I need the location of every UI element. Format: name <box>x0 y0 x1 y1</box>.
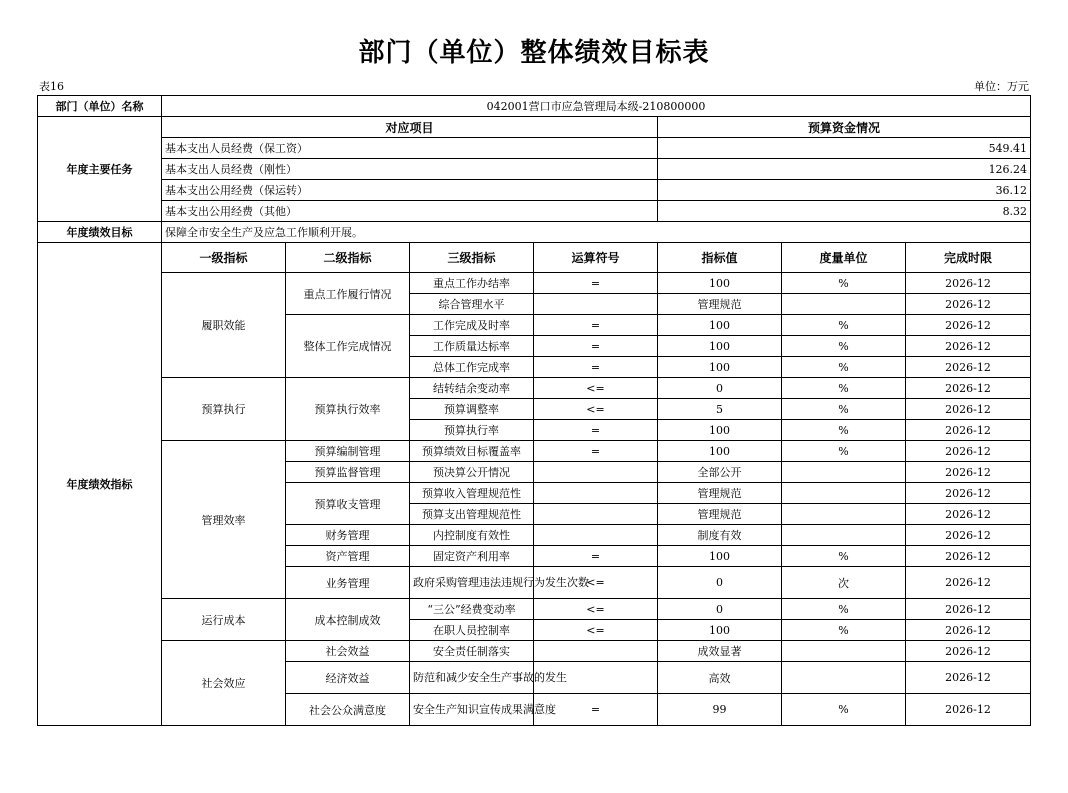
operator-cell: <= <box>534 620 658 641</box>
unit-cell: % <box>782 315 906 336</box>
level2-cell: 社会效益 <box>286 641 410 662</box>
deadline-cell: 2026-12 <box>906 294 1031 315</box>
value-cell: 100 <box>658 546 782 567</box>
deadline-cell: 2026-12 <box>906 420 1031 441</box>
level3-cell: 工作完成及时率 <box>410 315 534 336</box>
level2-cell: 业务管理 <box>286 567 410 599</box>
unit-cell <box>782 662 906 694</box>
level2-cell: 社会公众满意度 <box>286 694 410 726</box>
value-cell: 管理规范 <box>658 483 782 504</box>
unit-cell: % <box>782 357 906 378</box>
table-row <box>38 180 1031 201</box>
header-level2: 二级指标 <box>286 243 410 273</box>
operator-cell <box>534 525 658 546</box>
operator-cell: <= <box>534 599 658 620</box>
level3-cell: 安全生产知识宣传成果满意度 <box>410 694 534 726</box>
unit-cell <box>782 504 906 525</box>
value-cell: 高效 <box>658 662 782 694</box>
level3-cell: 内控制度有效性 <box>410 525 534 546</box>
deadline-cell: 2026-12 <box>906 694 1031 726</box>
header-level1: 一级指标 <box>162 243 286 273</box>
value-cell: 100 <box>658 315 782 336</box>
value-cell: 99 <box>658 694 782 726</box>
unit-cell <box>782 641 906 662</box>
deadline-cell: 2026-12 <box>906 662 1031 694</box>
value-cell: 100 <box>658 336 782 357</box>
level2-cell: 预算编制管理 <box>286 441 410 462</box>
table-row <box>38 159 1031 180</box>
level3-cell: 预算执行率 <box>410 420 534 441</box>
level3-cell: 预算调整率 <box>410 399 534 420</box>
level3-cell: 总体工作完成率 <box>410 357 534 378</box>
goal-label: 年度绩效目标 <box>38 222 162 243</box>
table-row <box>38 201 1031 222</box>
level1-cell: 履职效能 <box>162 273 286 378</box>
deadline-cell: 2026-12 <box>906 483 1031 504</box>
header-level3: 三级指标 <box>410 243 534 273</box>
operator-cell <box>534 641 658 662</box>
task-amount: 36.12 <box>658 180 1031 201</box>
table-row <box>38 138 1031 159</box>
unit-cell: % <box>782 546 906 567</box>
operator-cell <box>534 483 658 504</box>
level2-cell: 预算监督管理 <box>286 462 410 483</box>
header-unit: 度量单位 <box>782 243 906 273</box>
level2-cell: 资产管理 <box>286 546 410 567</box>
tasks-col-item: 对应项目 <box>162 117 658 138</box>
operator-cell: = <box>534 420 658 441</box>
operator-cell: = <box>534 441 658 462</box>
deadline-cell: 2026-12 <box>906 504 1031 525</box>
operator-cell: <= <box>534 378 658 399</box>
unit-cell: % <box>782 420 906 441</box>
deadline-cell: 2026-12 <box>906 567 1031 599</box>
deadline-cell: 2026-12 <box>906 315 1031 336</box>
level2-cell: 重点工作履行情况 <box>286 273 410 315</box>
deadline-cell: 2026-12 <box>906 462 1031 483</box>
unit-cell: 次 <box>782 567 906 599</box>
operator-cell <box>534 294 658 315</box>
operator-cell: = <box>534 694 658 726</box>
tasks-label: 年度主要任务 <box>38 117 162 222</box>
unit-cell: % <box>782 599 906 620</box>
unit-cell: % <box>782 399 906 420</box>
tasks-col-budget: 预算资金情况 <box>658 117 1031 138</box>
unit-cell: % <box>782 441 906 462</box>
table-row <box>38 599 1031 620</box>
level1-cell: 预算执行 <box>162 378 286 441</box>
dept-label: 部门（单位）名称 <box>38 96 162 117</box>
value-cell: 0 <box>658 567 782 599</box>
level2-cell: 整体工作完成情况 <box>286 315 410 378</box>
level3-cell: 防范和减少安全生产事故的发生 <box>410 662 534 694</box>
level2-cell: 预算执行效率 <box>286 378 410 441</box>
value-cell: 100 <box>658 357 782 378</box>
level3-cell: 结转结余变动率 <box>410 378 534 399</box>
deadline-cell: 2026-12 <box>906 399 1031 420</box>
table-row <box>38 273 1031 294</box>
task-amount: 8.32 <box>658 201 1031 222</box>
operator-cell <box>534 462 658 483</box>
value-cell: 0 <box>658 378 782 399</box>
value-cell: 100 <box>658 420 782 441</box>
deadline-cell: 2026-12 <box>906 599 1031 620</box>
level3-cell: “三公”经费变动率 <box>410 599 534 620</box>
unit-cell: % <box>782 273 906 294</box>
header-operator: 运算符号 <box>534 243 658 273</box>
task-item: 基本支出人员经费（保工资） <box>162 138 658 159</box>
value-cell: 成效显著 <box>658 641 782 662</box>
level3-cell: 安全责任制落实 <box>410 641 534 662</box>
table-row <box>38 641 1031 662</box>
unit-cell: % <box>782 378 906 399</box>
header-deadline: 完成时限 <box>906 243 1031 273</box>
operator-cell: = <box>534 357 658 378</box>
level2-cell: 预算收支管理 <box>286 483 410 525</box>
level1-cell: 运行成本 <box>162 599 286 641</box>
level1-cell: 社会效应 <box>162 641 286 726</box>
unit-cell <box>782 294 906 315</box>
deadline-cell: 2026-12 <box>906 641 1031 662</box>
table-row <box>38 378 1031 399</box>
level3-cell: 在职人员控制率 <box>410 620 534 641</box>
level3-cell: 固定资产利用率 <box>410 546 534 567</box>
unit-cell <box>782 462 906 483</box>
table-row <box>38 441 1031 462</box>
operator-cell <box>534 504 658 525</box>
deadline-cell: 2026-12 <box>906 546 1031 567</box>
deadline-cell: 2026-12 <box>906 273 1031 294</box>
unit-cell: % <box>782 620 906 641</box>
task-item: 基本支出公用经费（其他） <box>162 201 658 222</box>
operator-cell: = <box>534 273 658 294</box>
goal-value: 保障全市安全生产及应急工作顺利开展。 <box>162 222 1031 243</box>
value-cell: 全部公开 <box>658 462 782 483</box>
level2-cell: 财务管理 <box>286 525 410 546</box>
deadline-cell: 2026-12 <box>906 378 1031 399</box>
header-value: 指标值 <box>658 243 782 273</box>
page-title: 部门（单位）整体绩效目标表 <box>358 38 710 68</box>
level3-cell: 预算收入管理规范性 <box>410 483 534 504</box>
unit-cell <box>782 483 906 504</box>
indicators-label: 年度绩效指标 <box>38 243 162 726</box>
level3-cell: 综合管理水平 <box>410 294 534 315</box>
unit-label: 单位：万元 <box>974 80 1029 93</box>
operator-cell: = <box>534 336 658 357</box>
task-amount: 126.24 <box>658 159 1031 180</box>
value-cell: 5 <box>658 399 782 420</box>
level3-cell: 预算绩效目标覆盖率 <box>410 441 534 462</box>
value-cell: 管理规范 <box>658 294 782 315</box>
deadline-cell: 2026-12 <box>906 336 1031 357</box>
deadline-cell: 2026-12 <box>906 357 1031 378</box>
operator-cell: <= <box>534 399 658 420</box>
operator-cell: = <box>534 315 658 336</box>
task-amount: 549.41 <box>658 138 1031 159</box>
deadline-cell: 2026-12 <box>906 441 1031 462</box>
value-cell: 0 <box>658 599 782 620</box>
level1-cell: 管理效率 <box>162 441 286 599</box>
deadline-cell: 2026-12 <box>906 525 1031 546</box>
operator-cell: = <box>534 546 658 567</box>
value-cell: 100 <box>658 620 782 641</box>
level3-cell: 预算支出管理规范性 <box>410 504 534 525</box>
value-cell: 制度有效 <box>658 525 782 546</box>
value-cell: 100 <box>658 441 782 462</box>
unit-cell <box>782 525 906 546</box>
value-cell: 100 <box>658 273 782 294</box>
level3-cell: 预决算公开情况 <box>410 462 534 483</box>
dept-value: 042001营口市应急管理局本级-210800000 <box>162 96 1031 117</box>
deadline-cell: 2026-12 <box>906 620 1031 641</box>
table-number: 表16 <box>39 80 64 93</box>
performance-target-table <box>37 95 1031 726</box>
level3-cell: 重点工作办结率 <box>410 273 534 294</box>
operator-cell: <= <box>534 567 658 599</box>
level3-cell: 工作质量达标率 <box>410 336 534 357</box>
unit-cell: % <box>782 336 906 357</box>
level3-cell: 政府采购管理违法违规行为发生次数 <box>410 567 534 599</box>
level2-cell: 成本控制成效 <box>286 599 410 641</box>
value-cell: 管理规范 <box>658 504 782 525</box>
task-item: 基本支出人员经费（刚性） <box>162 159 658 180</box>
task-item: 基本支出公用经费（保运转） <box>162 180 658 201</box>
level2-cell: 经济效益 <box>286 662 410 694</box>
unit-cell: % <box>782 694 906 726</box>
